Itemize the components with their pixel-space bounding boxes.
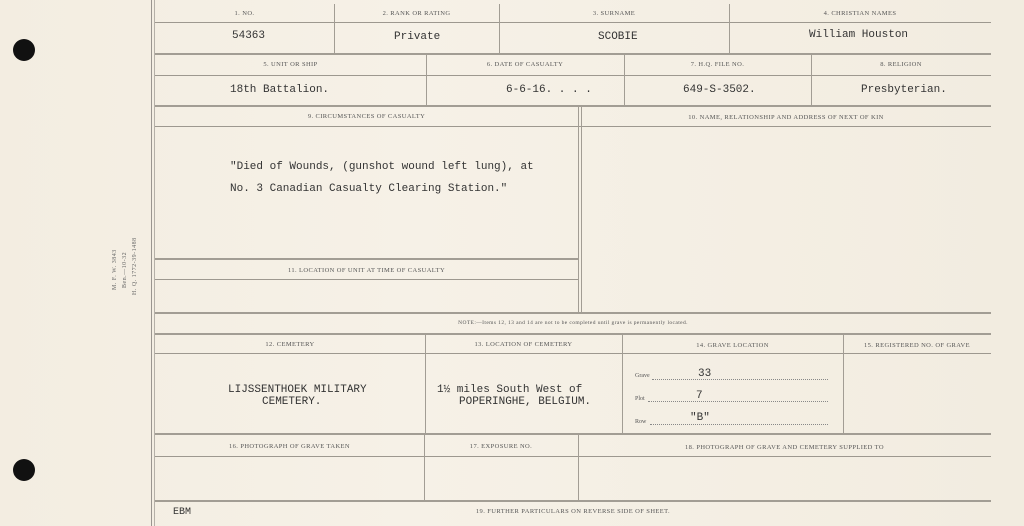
margin-rule (151, 0, 152, 526)
divider (425, 335, 426, 433)
rule (155, 279, 578, 280)
clerk-initials: EBM (173, 507, 192, 518)
service-number: 54363 (232, 30, 266, 42)
plot-dotted-line (648, 401, 828, 402)
punch-hole-bottom (13, 459, 35, 481)
header-registered-no: 15. REGISTERED NO. OF GRAVE (863, 342, 971, 349)
circumstances-line-2: No. 3 Canadian Casualty Clearing Station." (230, 183, 508, 195)
cemetery-line-2: CEMETERY. (262, 396, 322, 408)
header-date: 6. DATE OF CASUALTY (486, 61, 564, 68)
plot-value: 7 (696, 390, 703, 402)
rank-value: Private (394, 31, 441, 43)
rule (155, 500, 991, 502)
rule (155, 126, 991, 127)
rule (155, 258, 578, 260)
header-exposure-no: 17. EXPOSURE NO. (469, 443, 533, 450)
punch-hole-top (13, 39, 35, 61)
date-value: 6-6-16. . . . (506, 84, 592, 96)
header-photograph-taken: 16. PHOTOGRAPH OF GRAVE TAKEN (228, 443, 351, 450)
header-photograph-supplied: 18. PHOTOGRAPH OF GRAVE AND CEMETERY SUPPLIED TO (684, 444, 885, 451)
grave-value: 33 (698, 368, 712, 380)
form-hq-text: H. Q. 1772-39-1488 (132, 237, 138, 295)
religion-value: Presbyterian. (861, 84, 947, 96)
header-surname: 3. SURNAME (592, 10, 636, 17)
header-rank: 2. RANK OR RATING (382, 10, 451, 17)
divider (622, 335, 623, 433)
note-text: NOTE:—Items 12, 13 and 14 are not to be completed until grave is permanently located. (458, 320, 688, 326)
header-circumstances: 9. CIRCUMSTANCES OF CASUALTY (307, 113, 426, 120)
rule (155, 433, 991, 435)
cemetery-line-1: LIJSSENTHOEK MILITARY (228, 384, 367, 396)
header-religion: 8. RELIGION (880, 61, 922, 68)
christian-names-value: William Houston (809, 29, 909, 41)
rule (155, 456, 991, 457)
unit-value: 18th Battalion. (230, 84, 330, 96)
hq-file-value: 649-S-3502. (683, 84, 756, 96)
header-grave-location: 14. GRAVE LOCATION (696, 342, 769, 349)
form-date-text: Ben.—10-32 (122, 251, 128, 288)
plot-label: Plot (635, 396, 645, 402)
rule (155, 105, 991, 107)
rule (155, 53, 991, 55)
divider (843, 335, 844, 433)
header-location-of-unit: 11. LOCATION OF UNIT AT TIME OF CASUALTY (287, 267, 446, 274)
location-line-1: 1½ miles South West of (437, 384, 583, 396)
header-cemetery: 12. CEMETERY (265, 341, 315, 348)
rule (155, 312, 991, 314)
divider (581, 106, 582, 312)
grave-label: Grave (635, 373, 650, 379)
surname-value: SCOBIE (598, 31, 638, 43)
further-particulars: 19. FURTHER PARTICULARS ON REVERSE SIDE OF SHEET. (475, 508, 671, 515)
rule (155, 353, 991, 354)
header-no: 1. NO. (234, 10, 255, 17)
rule (155, 333, 991, 335)
rule (155, 22, 991, 23)
header-christian-names: 4. CHRISTIAN NAMES (823, 10, 897, 17)
grave-dotted-line (652, 379, 828, 380)
location-line-2: POPERINGHE, BELGIUM. (459, 396, 592, 408)
rule (155, 75, 991, 76)
row-dotted-line (650, 424, 828, 425)
form-number-text: M. F. W. 3843 (112, 249, 118, 290)
header-hq-file: 7. H.Q. FILE NO. (690, 61, 745, 68)
circumstances-line-1: "Died of Wounds, (gunshot wound left lung), at (230, 161, 534, 173)
row-value: "B" (690, 412, 710, 424)
header-location-of-cemetery: 13. LOCATION OF CEMETERY (474, 341, 573, 348)
row-label: Row (635, 419, 647, 425)
divider (578, 106, 579, 312)
header-unit: 5. UNIT OR SHIP (263, 61, 318, 68)
header-next-of-kin: 10. NAME, RELATIONSHIP AND ADDRESS OF NEXT OF KIN (688, 114, 884, 121)
